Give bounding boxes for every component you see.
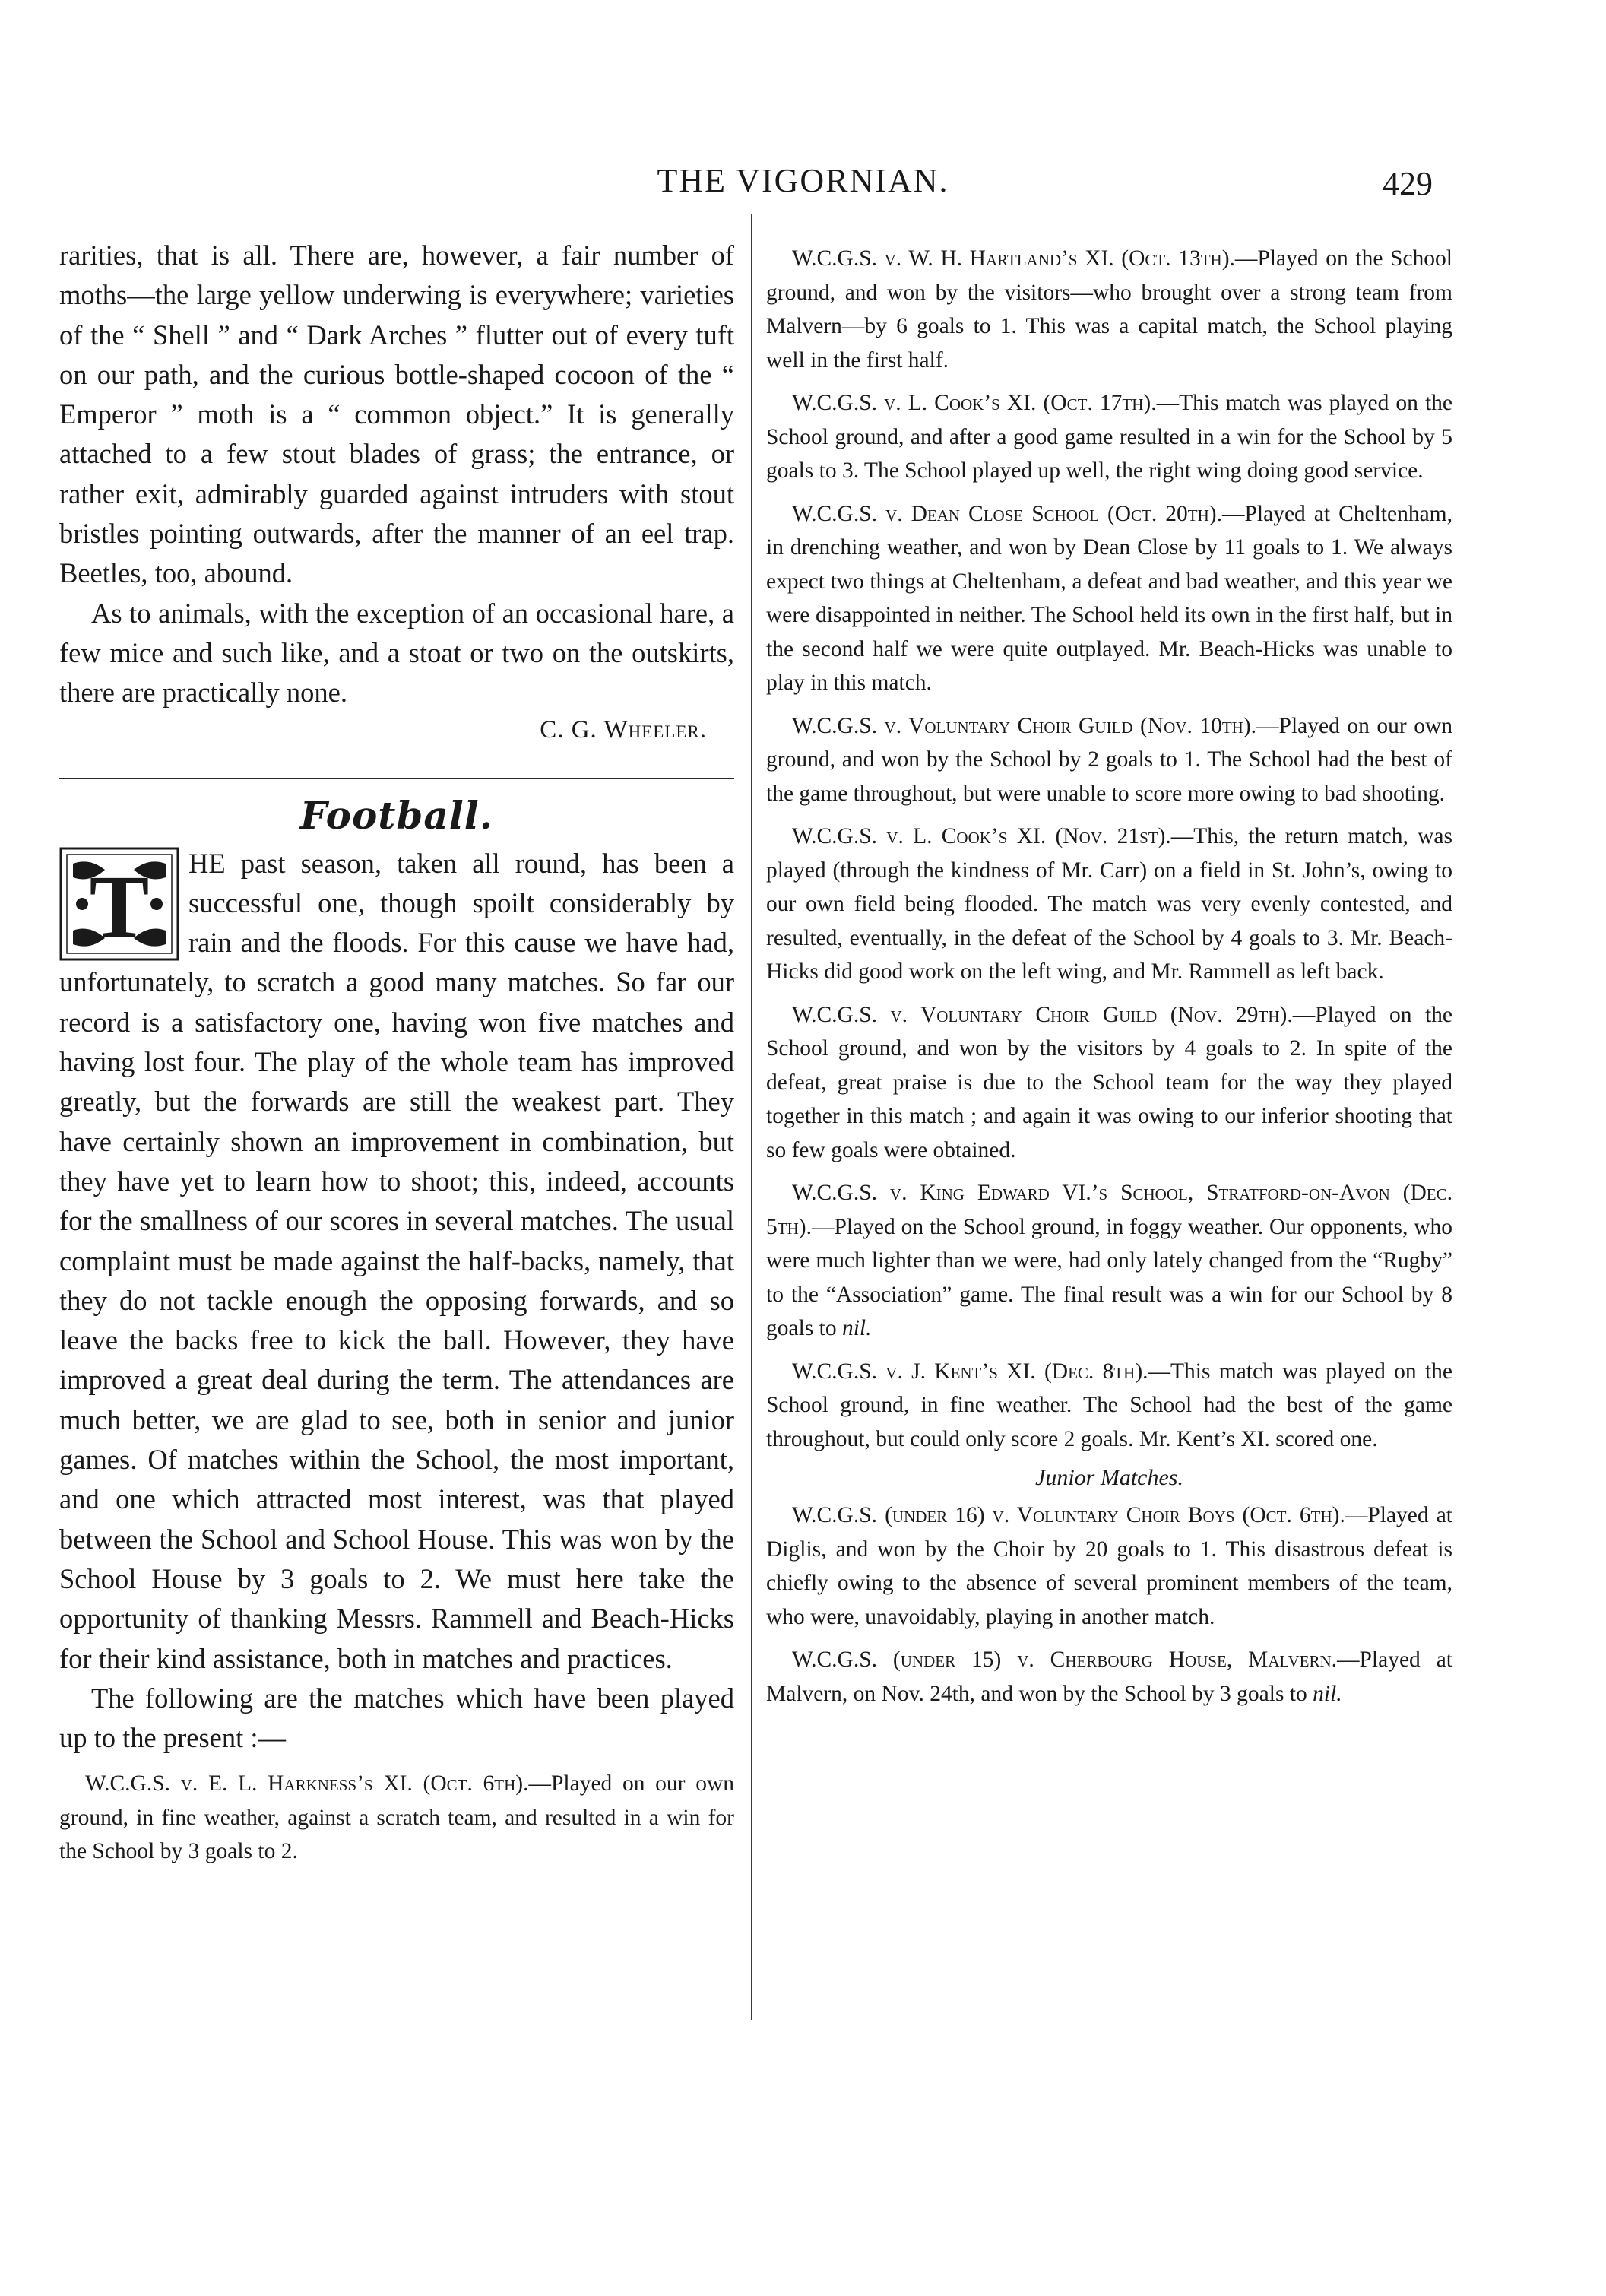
dropcap-letter: T [89,856,150,956]
football-heading: Football. [299,792,494,838]
junior-match-entry [766,1643,1452,1711]
match-title: W.C.G.S. v. Dean Close School (Oct. 20th). [792,501,1222,526]
right-column [766,242,1452,1720]
match-entry [766,998,1452,1168]
match-title: W.C.G.S. v. W. H. Hartland’s XI. (Oct. 13th). [792,246,1235,271]
match-title: W.C.G.S. v. E. L. Harkness’s XI. (Oct. 6th). [85,1771,529,1797]
match-title: W.C.G.S. v. L. Cook’s XI. (Oct. 17th). [792,391,1157,415]
match-description: —Played at Diglis, and won by the Choir by 20 goals to 1. This disastrous defeat is chiefly owing to the absence of several prominent members of the team, who were, unavoidably, playing in another match. [766,1503,1452,1629]
match-title: W.C.G.S. v. Voluntary Choir Guild (Nov. 10th). [792,713,1257,738]
journal-title: THE VIGORNIAN. [657,162,949,199]
match-entry [766,1355,1452,1457]
match-description: —Played at Malvern, on Nov. 24th, and won by the School by 3 goals to [766,1647,1452,1706]
match-title: W.C.G.S. (under 15) v. Cherbourg House, Malvern. [792,1647,1337,1672]
following-paragraph: The following are the matches which have been played up to the present :— [59,1682,734,1754]
junior-matches-heading: Junior Matches. [1035,1465,1183,1490]
match-description: —This match was played on the School ground, and after a good game resulted in a win for the School by 5 goals to 3. The School played up well, the right wing doing good service. [766,391,1452,483]
match-description: —Played on the School ground, in foggy weather. Our opponents, who were much lighter than we were, had only lately changed from the “Rugby” to the “Association” game. The final result was a win for our School by 8 goals to [766,1214,1452,1340]
ornamental-dropcap-icon [59,847,179,961]
match-entry [766,497,1452,700]
section-divider [59,778,734,779]
match-description: —This, the return match, was played (through the kindness of Mr. Carr) on a field in St. John’s, owing to our own field being flooded. The match was very evenly contested, and resulted, eventually, in the defeat of the School by 4 goals to 3. Mr. Beach-Hicks did good work on the left wing, and Mr. Rammell as left back. [766,824,1452,984]
match-entry [766,242,1452,377]
match-description: —Played at Cheltenham, in drenching weather, and won by Dean Close by 11 goals to 1. We always expect two things at Cheltenham, a defeat and bad weather, and this year we were disappointed in neither. The School held its own in the first half, but in the second half we were quite outplayed. Mr. Beach-Hicks was unable to play in this match. [766,501,1453,695]
football-report-paragraph [59,844,734,1679]
match-description: —Played on the School ground, and won by the visitors by 4 goals to 2. In spite of the defeat, great praise is due to the School team for the way they played together in this match ; and again it was owing to our inferior shooting that so few goals were obtained. [766,1002,1452,1162]
match-entry [766,820,1452,989]
page-header [0,158,1606,204]
match-description: —Played on our own ground, in fine weather, against a scratch team, and resulted in a win for the School by 3 goals to 2. [59,1771,734,1864]
match-title: W.C.G.S. v. Voluntary Choir Guild (Nov. 29th). [792,1002,1293,1027]
match-description: —Played on the School ground, and won by the visitors—who brought over a strong team from Malvern—by 6 goals to 1. This was a capital match, the School playing well in the first half. [766,246,1452,373]
match-entry [766,709,1452,811]
animals-paragraph: As to animals, with the exception of an occasional hare, a few mice and such like, and a stoat or two on the outskirts, there are practically none. [59,597,734,709]
left-column [59,236,734,1878]
match-entry [766,1176,1452,1346]
match-entry [59,1767,734,1869]
match-title: W.C.G.S. v. J. Kent’s XI. (Dec. 8th). [792,1359,1148,1384]
junior-match-entry [766,1498,1452,1634]
match-description: —This match was played on the School ground, in fine weather. The School had the best of the game throughout, but could only score 2 goals. Mr. Kent’s XI. scored one. [766,1359,1452,1451]
match-title: W.C.G.S. v. L. Cook’s XI. (Nov. 21st). [792,824,1171,848]
football-report-text: HE past season, taken all round, has been a successful one, though spoilt considerably by rain and the floods. For this cause we have had, unfortunately, to scratch a good many matches. So far our record is a satisfactory one, having won five matches and having lost four. The play of the whole team has improved greatly, but the forwards are still the weakest part. They have certainly shown an improvement in combination, but they have yet to learn how to shoot; this, indeed, accounts for the smallness of our scores in several matches. The usual complaint must be made against the half-backs, namely, that they do not tackle enough the opposing forwards, and so leave the backs free to kick the ball. However, they have improved a great deal during the term. The attendances are much better, we are glad to see, both in senior and junior games. Of matches within the School, the most important, and one which attracted most interest, was that played between the School and School House. This was won by the School House by 3 goals to 2. We must here take the opportunity of thanking Messrs. Rammell and Beach-Hicks for their kind assistance, both in matches and practices. [59,847,734,1674]
match-score-italic: nil. [841,1316,872,1340]
column-divider [751,214,752,2020]
author-signature: C. G. Wheeler. [540,715,707,744]
match-title: W.C.G.S. (under 16) v. Voluntary Choir Boys (Oct. 6th). [792,1503,1345,1527]
match-title: W.C.G.S. v. King Edward VI.’s School, Stratford-on-Avon (Dec. 5th). [766,1181,1452,1239]
page-number: 429 [1383,165,1433,202]
match-entry [766,386,1452,488]
match-score-italic: nil. [1313,1681,1342,1706]
match-description: —Played on our own ground, and won by the School by 2 goals to 1. The School had the best of the game throughout, but were unable to score more owing to bad shooting. [766,713,1452,806]
moths-paragraph: rarities, that is all. There are, however, a fair number of moths—the large yellow underwing is everywhere; varieties of the “ Shell ” and “ Dark Arches ” flutter out of every tuft on our path, and the curious bottle-shaped cocoon of the “ Emperor ” moth is a “ common object.” It is generally attached to a few stout blades of grass; the entrance, or rather exit, admirably guarded against intruders with stout bristles pointing outwards, after the manner of an eel trap. Beetles, too, abound. [59,239,734,589]
